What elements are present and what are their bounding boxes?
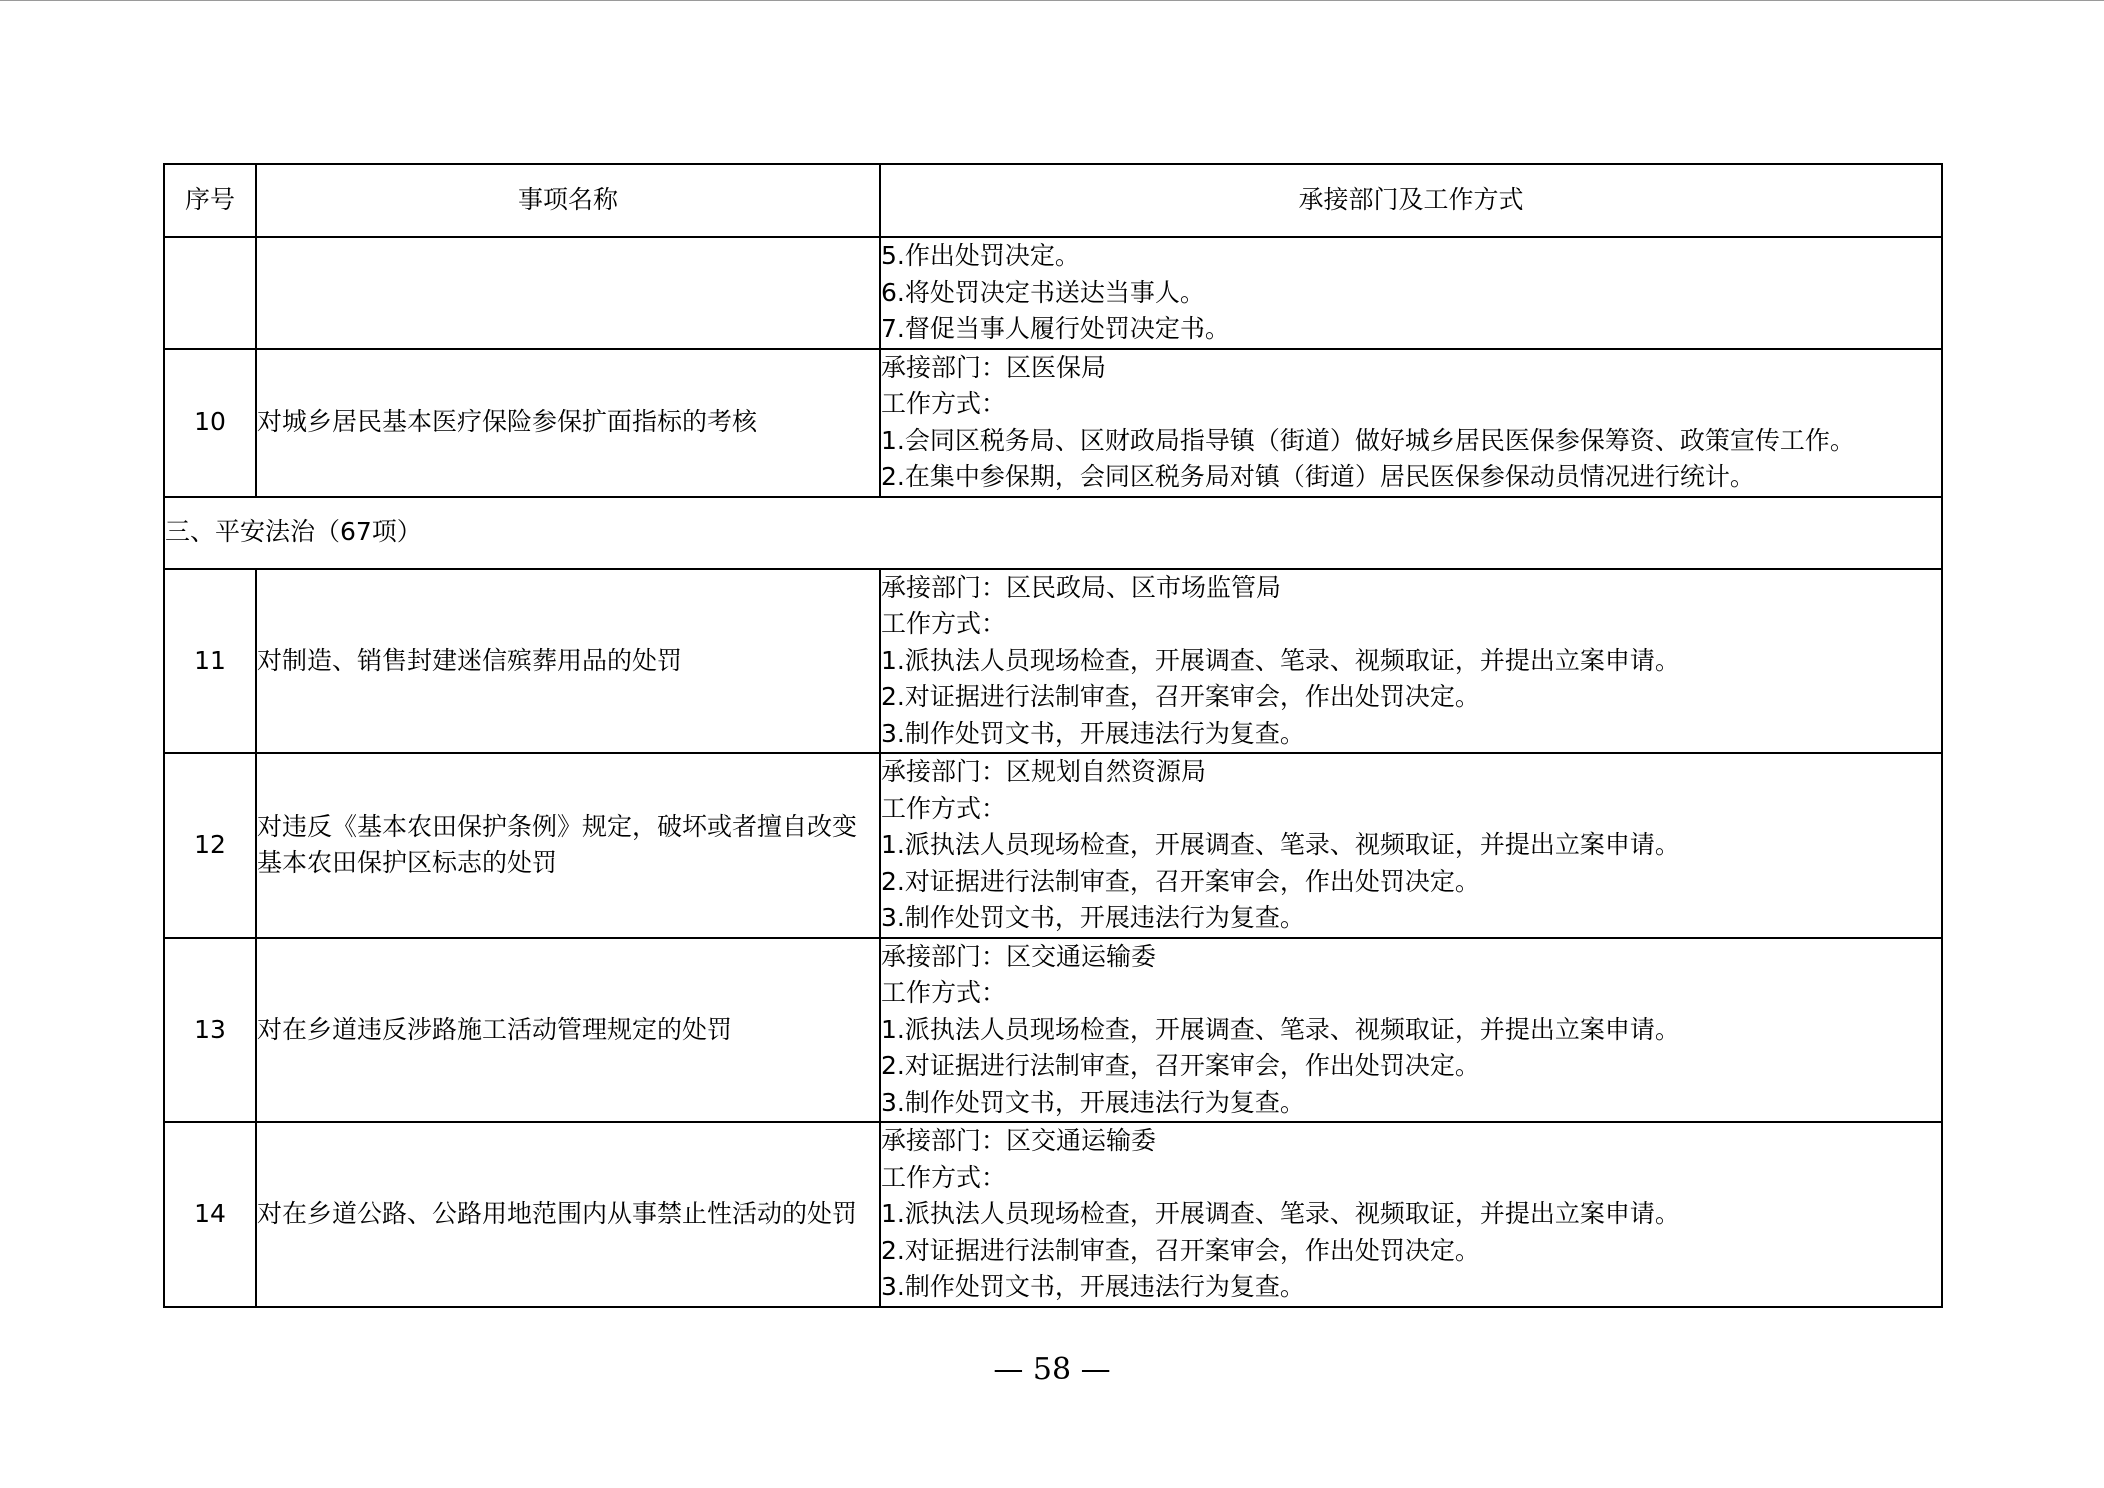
method-line: 工作方式： [881, 389, 1007, 418]
table-header-row [164, 164, 1942, 237]
row-matter-name: 对违反《基本农田保护条例》规定，破坏或者擅自改变基本农田保护区标志的处罚 [256, 753, 880, 938]
table-row [164, 349, 1942, 497]
method-line: 工作方式： [881, 1162, 1007, 1192]
row-number: 13 [164, 938, 256, 1123]
row-method [880, 938, 1942, 1123]
row-matter-name: 对在乡道公路、公路用地范围内从事禁止性活动的处罚 [256, 1122, 880, 1307]
row-method [880, 237, 1942, 349]
method-line: 2.对证据进行法制审查，召开案审会，作出处罚决定。 [881, 682, 1480, 711]
method-line: 7.督促当事人履行处罚决定书。 [881, 314, 1230, 343]
method-line: 2.对证据进行法制审查，召开案审会，作出处罚决定。 [881, 1051, 1480, 1080]
method-line: 6.将处罚决定书送达当事人。 [881, 277, 1205, 307]
method-line: 3.制作处罚文书，开展违法行为复查。 [881, 1272, 1305, 1301]
method-line: 3.制作处罚文书，开展违法行为复查。 [881, 1087, 1305, 1117]
row-matter-name: 对在乡道违反涉路施工活动管理规定的处罚 [256, 938, 880, 1123]
section-row [164, 497, 1942, 569]
page-number: — 58 — [993, 1352, 1111, 1387]
method-line: 3.制作处罚文书，开展违法行为复查。 [881, 903, 1305, 932]
header-serial-number: 序号 [164, 164, 256, 237]
row-number: 14 [164, 1122, 256, 1307]
row-matter-name [256, 237, 880, 349]
method-line: 2.对证据进行法制审查，召开案审会，作出处罚决定。 [881, 1235, 1480, 1265]
method-line: 工作方式： [881, 978, 1007, 1007]
method-line: 1.会同区税务局、区财政局指导镇（街道）做好城乡居民医保参保筹资、政策宣传工作。 [881, 425, 1855, 455]
page-top-edge [0, 0, 2104, 1]
method-line: 5.作出处罚决定。 [881, 241, 1080, 270]
row-method [880, 753, 1942, 938]
matters-table [163, 163, 1943, 1308]
row-matter-name: 对城乡居民基本医疗保险参保扩面指标的考核 [256, 349, 880, 497]
row-number: 12 [164, 753, 256, 938]
row-method [880, 569, 1942, 754]
row-method [880, 1122, 1942, 1307]
table-row [164, 938, 1942, 1123]
method-line: 1.派执法人员现场检查，开展调查、笔录、视频取证，并提出立案申请。 [881, 1199, 1680, 1228]
method-line: 工作方式： [881, 609, 1007, 638]
method-line: 承接部门：区交通运输委 [881, 1126, 1157, 1155]
method-line: 1.派执法人员现场检查，开展调查、笔录、视频取证，并提出立案申请。 [881, 1014, 1680, 1044]
method-line: 承接部门：区民政局、区市场监管局 [881, 572, 1282, 602]
method-line: 2.在集中参保期，会同区税务局对镇（街道）居民医保参保动员情况进行统计。 [881, 462, 1755, 491]
table-row [164, 1122, 1942, 1307]
method-line: 1.派执法人员现场检查，开展调查、笔录、视频取证，并提出立案申请。 [881, 830, 1680, 859]
method-line: 承接部门：区交通运输委 [881, 941, 1157, 971]
method-line: 2.对证据进行法制审查，召开案审会，作出处罚决定。 [881, 866, 1480, 896]
header-department-method: 承接部门及工作方式 [880, 164, 1942, 237]
method-line: 3.制作处罚文书，开展违法行为复查。 [881, 718, 1305, 748]
section-heading: 三、平安法治（67项） [164, 497, 1942, 569]
method-line: 1.派执法人员现场检查，开展调查、笔录、视频取证，并提出立案申请。 [881, 645, 1680, 675]
table-row [164, 569, 1942, 754]
row-number [164, 237, 256, 349]
header-matter-name: 事项名称 [256, 164, 880, 237]
method-line: 承接部门：区规划自然资源局 [881, 757, 1207, 786]
method-line: 承接部门：区医保局 [881, 352, 1107, 382]
table-row [164, 237, 1942, 349]
row-method [880, 349, 1942, 497]
row-number: 11 [164, 569, 256, 754]
method-line: 工作方式： [881, 793, 1007, 823]
row-matter-name: 对制造、销售封建迷信殡葬用品的处罚 [256, 569, 880, 754]
table-row [164, 753, 1942, 938]
row-number: 10 [164, 349, 256, 497]
